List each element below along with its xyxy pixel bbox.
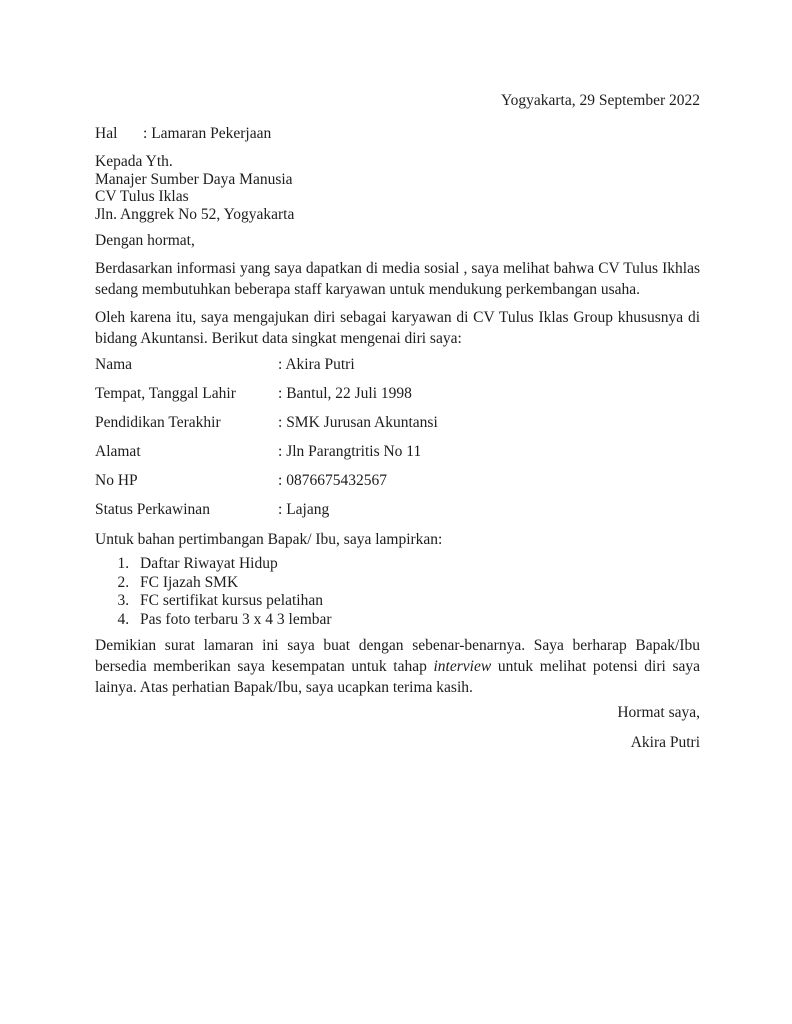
- signature-name: Akira Putri: [630, 734, 700, 751]
- detail-row-alamat: [95, 443, 700, 461]
- detail-value: Jln Parangtritis No 11: [286, 443, 422, 460]
- recipient-block: [95, 153, 700, 223]
- signature-block: [95, 702, 700, 753]
- detail-row-pendidikan: [95, 414, 700, 432]
- detail-label: Status Perkawinan: [95, 501, 210, 518]
- detail-row-status-perkawinan: [95, 501, 700, 519]
- personal-details-block: [95, 356, 700, 519]
- detail-label: Tempat, Tanggal Lahir: [95, 385, 236, 402]
- detail-label: Pendidikan Terakhir: [95, 414, 221, 431]
- detail-value: SMK Jurusan Akuntansi: [286, 414, 438, 431]
- detail-row-tempat-tanggal-lahir: [95, 385, 700, 403]
- detail-separator: :: [278, 356, 283, 373]
- attachment-item: 3. FC sertifikat kursus pelatihan: [133, 592, 700, 611]
- subject-label: Hal: [95, 125, 118, 142]
- detail-value: Lajang: [286, 501, 330, 518]
- detail-label: Nama: [95, 356, 133, 373]
- detail-value: Bantul, 22 Juli 1998: [286, 385, 412, 402]
- attachment-item: 1. Daftar Riwayat Hidup: [133, 555, 700, 574]
- detail-separator: :: [278, 472, 283, 489]
- subject-value: Lamaran Pekerjaan: [151, 125, 272, 142]
- salutation: Dengan hormat,: [95, 232, 195, 249]
- attachments-intro: Untuk bahan pertimbangan Bapak/ Ibu, saya lampirkan:: [95, 531, 443, 548]
- intro-paragraph: Berdasarkan informasi yang saya dapatkan di media sosial , saya melihat bahwa CV Tulus Ikhlas sedang membutuhkan beberapa staff karyawan untuk mendukung perkembangan usaha.: [95, 260, 700, 298]
- detail-value: Akira Putri: [285, 356, 355, 373]
- detail-separator: :: [278, 501, 283, 518]
- recipient-address-line: Jln. Anggrek No 52, Yogyakarta: [95, 205, 295, 223]
- attachment-item: 2. FC Ijazah SMK: [133, 574, 700, 593]
- subject-separator: :: [143, 125, 148, 142]
- detail-separator: :: [278, 443, 283, 460]
- detail-label: Alamat: [95, 443, 141, 460]
- detail-separator: :: [278, 414, 283, 431]
- subject-line: [95, 123, 700, 144]
- closing-italic-word: interview: [433, 658, 492, 675]
- detail-row-nama: [95, 356, 700, 374]
- closing-paragraph: [95, 635, 700, 698]
- closing-text-after: untuk melihat potensi diri saya lainya. Atas perhatian Bapak/Ibu, saya ucapkan terima kasih.: [95, 658, 700, 696]
- recipient-title-line: Manajer Sumber Daya Manusia: [95, 170, 293, 188]
- date-line: Yogyakarta, 29 September 2022: [500, 92, 700, 109]
- recipient-company-line: CV Tulus Iklas: [95, 188, 189, 205]
- detail-value: 0876675432567: [286, 472, 387, 489]
- detail-label: No HP: [95, 472, 138, 489]
- closing-text-before: Demikian surat lamaran ini saya buat dengan sebenar-benarnya. Saya berharap Bapak/Ibu bersedia memberikan saya kesempatan untuk tahap: [95, 637, 700, 675]
- detail-separator: :: [278, 385, 283, 402]
- attachments-list: [95, 555, 700, 629]
- application-paragraph: Oleh karena itu, saya mengajukan diri sebagai karyawan di CV Tulus Iklas Group khususnya di bidang Akuntansi. Berikut data singkat mengenai diri saya:: [95, 309, 700, 347]
- detail-row-no-hp: [95, 472, 700, 490]
- recipient-salutation-line: Kepada Yth.: [95, 153, 173, 170]
- signature-closing: Hormat saya,: [617, 704, 700, 721]
- attachment-item: 4. Pas foto terbaru 3 x 4 3 lembar: [133, 611, 700, 630]
